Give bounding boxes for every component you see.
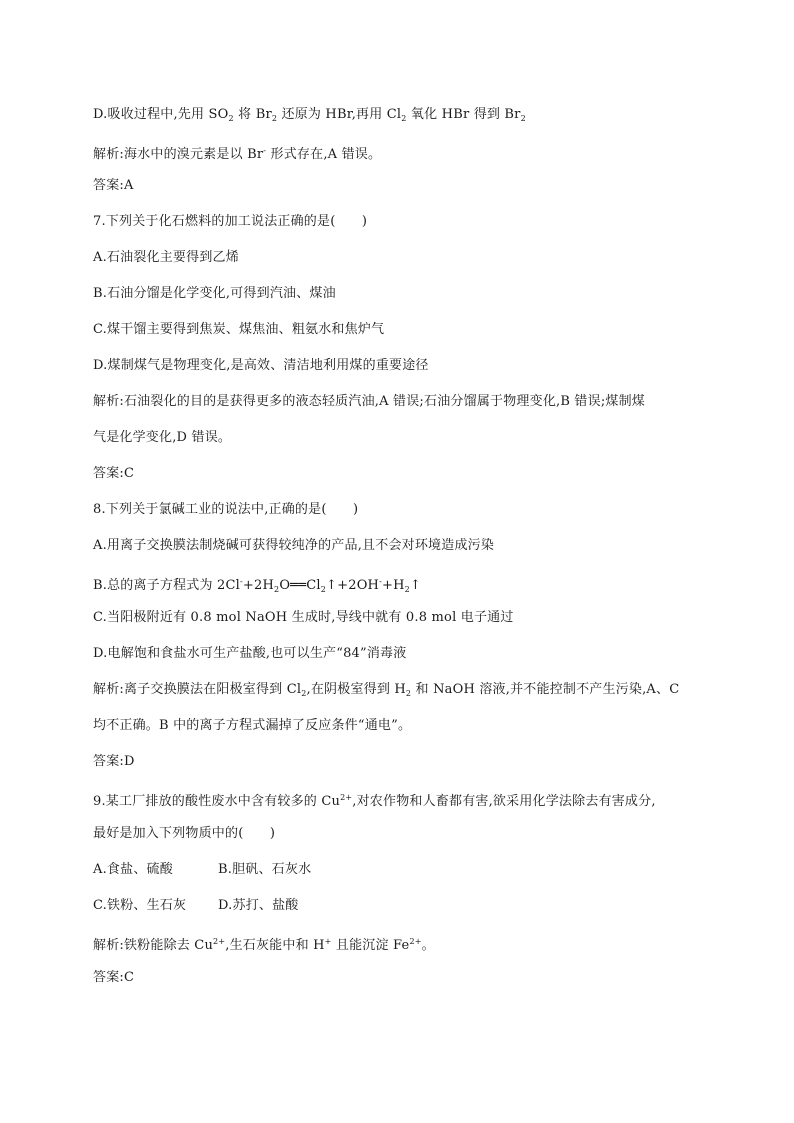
q9-option-a: A.食盐、硫酸 [93,862,173,877]
q8-option-a: A.用离子交换膜法制烧碱可获得较纯净的产品,且不会对环境造成污染 [93,538,495,553]
q7-option-d: D.煤制煤气是物理变化,是高效、清洁地利用煤的重要途径 [93,358,429,373]
q8-answer: 答案:D [93,754,135,769]
q9-answer: 答案:C [93,970,135,985]
q8-option-d: D.电解饱和食盐水可生产盐酸,也可以生产“84”消毒液 [93,646,407,661]
q6-option-d: D.吸收过程中,先用 $SO_2$ 将 $Br_2$ 还原为 HBr,再用 $Cl_2$ 氧化 HBr 得到 $Br_2$ [93,107,526,123]
reaction-arrow: ══ [290,578,307,593]
q9-analysis: 解析:铁粉能除去 $Cu^{2+}$,生石灰能中和 H+ 且能沉淀 $Fe^{2+}$。 [93,937,435,953]
q7-answer: 答案:C [93,466,135,481]
q9-options-row2 [93,897,299,915]
q8-analysis-line1: 解析:离子交换膜法在阳极室得到 $Cl_2$,在阴极室得到 $H_2$ 和 NaOH 溶液,并不能控制不产生污染,A、C [93,682,680,698]
q7-analysis-line1: 解析:石油裂化的目的是获得更多的液态轻质汽油,A 错误;石油分馏属于物理变化,B 错误;煤制煤 [93,394,646,409]
q8-analysis-line2: 均不正确。B 中的离子方程式漏掉了反应条件“通电”。 [93,718,412,733]
q9-stem-line2: 最好是加入下列物质中的( ) [93,826,276,841]
q9-option-d: D.苏打、盐酸 [218,898,299,913]
q8-option-c: C.当阳极附近有 0.8 mol NaOH 生成时,导线中就有 0.8 mol 电子通过 [93,610,514,625]
q7-analysis-line2: 气是化学变化,D 错误。 [93,430,232,445]
q9-stem-line1: 9.某工厂排放的酸性废水中含有较多的 $Cu^{2+}$,对农作物和人畜都有害,欲采用化学法除去有害成分, [93,793,656,809]
q7-option-b: B.石油分馏是化学变化,可得到汽油、煤油 [93,286,336,301]
q6-answer: 答案:A [93,178,134,193]
q8-stem: 8.下列关于氯碱工业的说法中,正确的是( ) [93,502,359,517]
q7-stem: 7.下列关于化石燃料的加工说法正确的是( ) [93,214,368,229]
q8-option-b: B.总的离子方程式为 $2Cl^-+2H_2O══Cl_2↑+2OH^-+H_2↑$ [93,577,422,594]
q9-options-row1 [93,861,311,879]
q6-analysis: 解析:海水中的溴元素是以 Br- 形式存在,A 错误。 [93,146,382,162]
q7-option-c: C.煤干馏主要得到焦炭、煤焦油、粗氨水和焦炉气 [93,322,385,337]
q7-option-a: A.石油裂化主要得到乙烯 [93,250,239,265]
q9-option-b: B.胆矾、石灰水 [218,862,312,877]
q9-option-c: C.铁粉、生石灰 [93,898,187,913]
